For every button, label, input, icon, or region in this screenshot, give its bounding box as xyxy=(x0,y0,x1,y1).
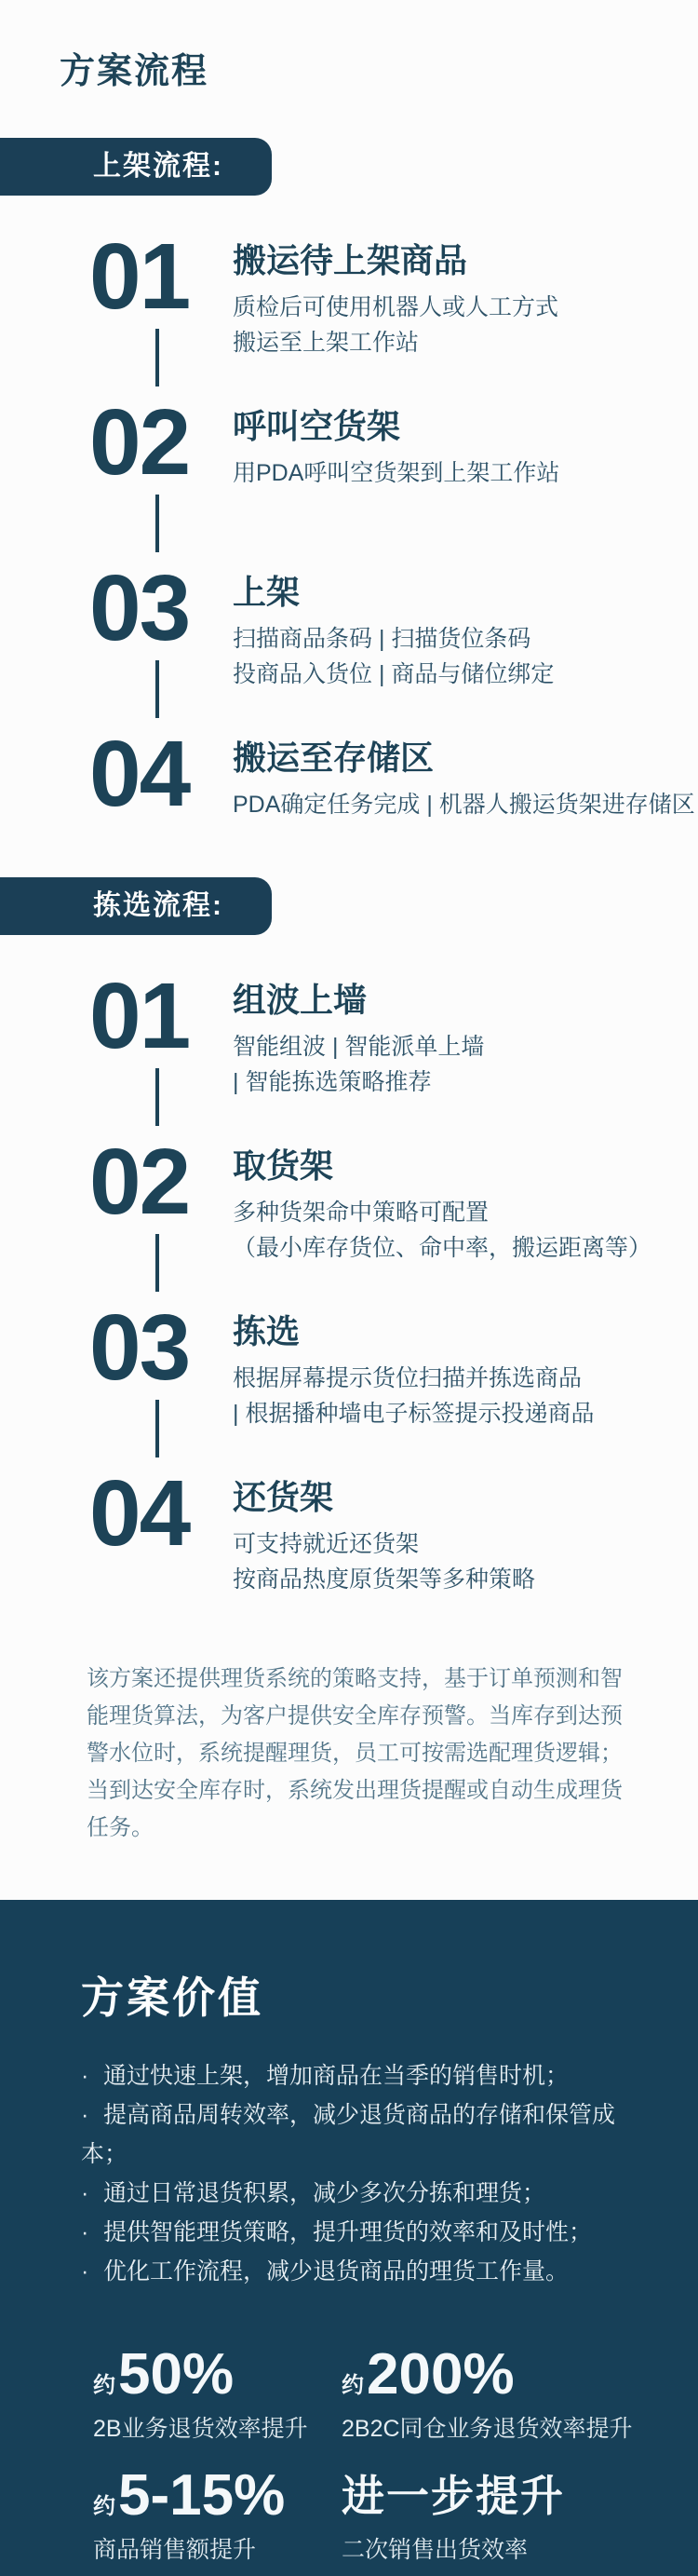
step-number: 03 xyxy=(89,556,190,660)
stat-label: 二次销售出货效率 xyxy=(342,2537,529,2563)
bullet-dot: · xyxy=(81,2063,89,2089)
step-subline: | 根据播种墙电子标签提示投递商品 xyxy=(233,1401,595,1427)
step-sublines xyxy=(233,1195,698,1266)
process-tag-label: 上架流程: xyxy=(93,151,223,182)
step-item xyxy=(0,1130,698,1308)
step-item xyxy=(0,224,698,402)
step-item xyxy=(0,1295,698,1473)
step-item xyxy=(0,722,698,850)
step-item xyxy=(0,964,698,1142)
step-subline: | 智能拣选策略推荐 xyxy=(233,1069,432,1095)
stat-value-row xyxy=(93,2342,342,2407)
step-title: 呼叫空货架 xyxy=(233,407,401,445)
step-connector-line xyxy=(155,660,159,718)
step-subline: 质检后可使用机器人或人工方式 xyxy=(233,294,559,320)
bullet-text: 通过日常退货积累，减少多次分拣和理货； xyxy=(103,2180,546,2206)
stat-label: 2B业务退货效率提升 xyxy=(93,2416,308,2442)
step-sublines xyxy=(233,1361,698,1431)
steps-list xyxy=(0,964,698,1593)
stat-value: 5-15% xyxy=(118,2463,286,2528)
stat-label: 2B2C同仓业务退货效率提升 xyxy=(342,2416,633,2442)
value-bullets xyxy=(81,2056,661,2291)
bullet-dot: · xyxy=(81,2102,89,2128)
step-subline: 扫描商品条码 | 扫描货位条码 xyxy=(233,626,531,652)
stat-value-row xyxy=(342,2342,661,2407)
stat-value-row xyxy=(342,2468,661,2524)
process-tag xyxy=(0,138,272,196)
process-tag xyxy=(0,877,272,935)
solution-note: 该方案还提供理货系统的策略支持，基于订单预测和智能理货算法，为客户提供安全库存预警。当库存到达预警水位时，系统提醒理货，员工可按需选配理货逻辑；当到达安全库存时，系统发出理货提醒或自动生成理货任务。 xyxy=(87,1666,623,1840)
step-sublines xyxy=(233,621,698,692)
step-subline: 可支持就近还货架 xyxy=(233,1531,420,1557)
stat-label: 商品销售额提升 xyxy=(93,2537,257,2563)
stat-item xyxy=(342,2342,661,2444)
bullet-text: 优化工作流程，减少退货商品的理货工作量。 xyxy=(103,2258,570,2285)
step-text xyxy=(233,1308,698,1431)
step-number: 03 xyxy=(89,1295,190,1400)
value-section xyxy=(0,1900,698,2576)
bullet-item xyxy=(81,2174,661,2213)
step-subline: 根据屏幕提示货位扫描并拣选商品 xyxy=(233,1365,583,1391)
step-text xyxy=(233,237,698,360)
stat-value: 200% xyxy=(367,2342,515,2407)
bullet-item xyxy=(81,2056,661,2095)
step-number: 02 xyxy=(89,390,190,495)
bullet-text: 提高商品周转效率，减少退货商品的存储和保管成本； xyxy=(81,2102,616,2167)
step-number: 04 xyxy=(89,1461,190,1566)
step-title: 还货架 xyxy=(233,1478,334,1516)
stat-value: 50% xyxy=(118,2342,235,2407)
step-connector-line xyxy=(155,1068,159,1126)
step-title: 搬运待上架商品 xyxy=(233,241,468,279)
process-tag-label: 拣选流程: xyxy=(93,890,223,921)
step-text xyxy=(233,734,698,822)
step-text xyxy=(233,1473,698,1597)
step-connector-line xyxy=(155,495,159,552)
page-title: 方案流程 xyxy=(60,52,209,91)
stat-item xyxy=(93,2342,342,2444)
stats-grid xyxy=(93,2342,661,2565)
bullet-dot: · xyxy=(81,2219,89,2245)
step-number: 04 xyxy=(89,722,190,826)
bullet-item xyxy=(81,2095,661,2174)
bullet-text: 通过快速上架，增加商品在当季的销售时机； xyxy=(103,2063,570,2089)
step-title: 取货架 xyxy=(233,1146,334,1185)
step-item xyxy=(0,1461,698,1593)
step-title: 搬运至存储区 xyxy=(233,739,435,777)
step-subline: 多种货架命中策略可配置 xyxy=(233,1200,490,1226)
step-connector-line xyxy=(155,329,159,386)
step-subline: PDA确定任务完成 | 机器人搬运货架进存储区 xyxy=(233,792,695,818)
stat-prefix: 约 xyxy=(342,2373,364,2398)
step-number: 01 xyxy=(89,964,190,1068)
step-text xyxy=(233,1142,698,1266)
bullet-item xyxy=(81,2252,661,2291)
step-item xyxy=(0,556,698,734)
step-number: 01 xyxy=(89,224,190,329)
bullet-text: 提供智能理货策略，提升理货的效率和及时性； xyxy=(103,2219,593,2245)
step-connector-line xyxy=(155,1400,159,1457)
step-subline: 智能组波 | 智能派单上墙 xyxy=(233,1034,485,1060)
processes-container xyxy=(0,138,698,1593)
step-subline: 搬运至上架工作站 xyxy=(233,330,420,356)
step-text xyxy=(233,402,698,491)
stat-item xyxy=(93,2463,342,2565)
step-text xyxy=(233,976,698,1100)
step-title: 组波上墙 xyxy=(233,981,368,1019)
step-sublines xyxy=(233,1029,698,1100)
bullet-dot: · xyxy=(81,2180,89,2206)
step-number: 02 xyxy=(89,1130,190,1234)
stat-item xyxy=(342,2468,661,2565)
process-section xyxy=(0,877,698,1593)
bullet-item xyxy=(81,2213,661,2252)
stat-prefix: 约 xyxy=(93,2373,115,2398)
steps-list xyxy=(0,224,698,850)
stat-value-row xyxy=(93,2463,342,2528)
step-subline: （最小库存货位、命中率，搬运距离等） xyxy=(233,1235,652,1261)
step-sublines xyxy=(233,455,698,491)
step-subline: 用PDA呼叫空货架到上架工作站 xyxy=(233,460,560,486)
step-sublines xyxy=(233,787,698,822)
stat-prefix: 约 xyxy=(93,2494,115,2519)
step-sublines xyxy=(233,290,698,360)
bullet-dot: · xyxy=(81,2258,89,2285)
step-title: 拣选 xyxy=(233,1312,301,1350)
step-sublines xyxy=(233,1526,698,1597)
step-item xyxy=(0,390,698,568)
step-connector-line xyxy=(155,1234,159,1292)
step-text xyxy=(233,568,698,692)
step-subline: 按商品热度原货架等多种策略 xyxy=(233,1566,536,1593)
stat-value: 进一步提升 xyxy=(342,2472,565,2520)
step-title: 上架 xyxy=(233,573,301,611)
value-title: 方案价值 xyxy=(81,1973,263,2022)
process-section xyxy=(0,138,698,850)
step-subline: 投商品入货位 | 商品与储位绑定 xyxy=(233,661,555,687)
